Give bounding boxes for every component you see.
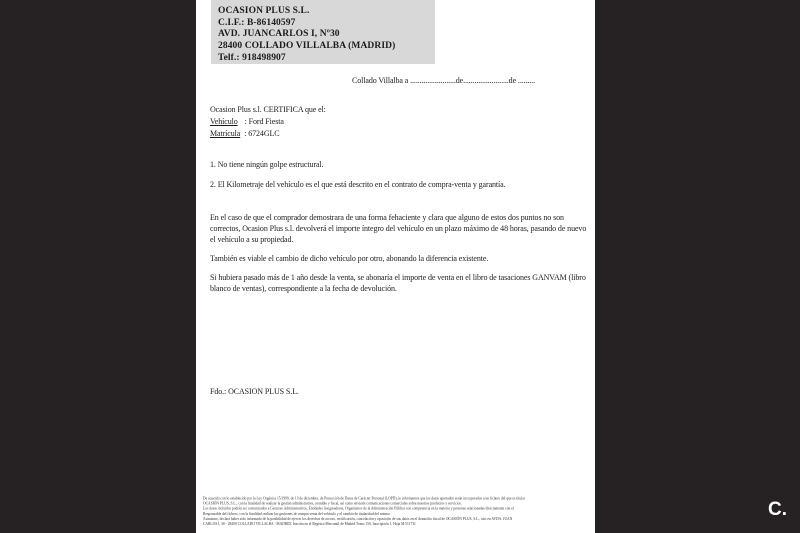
brand-logo: C. (768, 499, 787, 520)
letterhead-cif: C.I.F.: B-86140597 (218, 17, 296, 28)
plate-row (210, 129, 280, 138)
letterhead-address: AVD. JUANCARLOS I, Nº30 (218, 29, 340, 40)
fine-print-line: De acuerdo con lo establecido por la Ley Orgánica 15/1999, de 13 de diciembre, de Protección de Datos de Carácter Personal (LOPD), le informamos que los datos aportados serán incorporados a un fichero del que es titular (203, 496, 525, 501)
signature-line: Fdo.: OCASION PLUS S.L. (210, 387, 299, 396)
vehicle-label: Vehículo (210, 117, 238, 126)
letterhead-phone: Telf.: 918498907 (218, 52, 286, 63)
fine-print-line: Los datos incluidos podrán ser comunicados a Gestores Administrativos, Entidades Aseguradoras, Organismos de la Administración Pública con competencia en la materia y personas relacionadas directamente con el (203, 506, 514, 511)
body-paragraph-refund: En el caso de que el comprador demostrara de una forma fehaciente y clara que alguno de estos dos puntos no son correctos, Ocasion Plus s.l. devolverá el importe íntegro del vehículo en un plazo máximo de 48 horas, pasando de nuevo el vehículo a su propiedad. (210, 213, 587, 245)
certificate-point-1: 1. No tiene ningún golpe estructural. (210, 160, 324, 169)
vehicle-value: : Ford Fiesta (244, 117, 284, 126)
body-paragraph-ganvam: Si hubiera pasado más de 1 año desde la venta, se abonaría el importe de venta en el libro de tasaciones GANVAM (libro blanco de ventas), correspondiente a la fecha de devolución. (210, 273, 586, 294)
legal-fine-print (203, 496, 592, 526)
plate-value: : 6724GLC (244, 129, 280, 138)
letterhead-block (211, 0, 435, 64)
fine-print-line: CARLOS I, 30 - 28400 COLLADO VILLALBA - MADRID. Inscrita en el Registro Mercantil de Madrid Tomo 150, Inscripción 1, Hoja M 511731 (203, 521, 416, 526)
fine-print-line: Responsable del fichero, con la finalidad realizar las gestiones de compra venta del vehículo y el cambio de titularidad del mismo. (203, 511, 391, 516)
certify-intro: Ocasion Plus s.l. CERTIFICA que el: (210, 105, 326, 114)
plate-label: Matrícula (210, 129, 241, 138)
fine-print-line: Asimismo, declara haber sido informado de la posibilidad de ejercer los derechos de acceso, rectificación, cancelación y oposición de sus datos en el domicilio fiscal de OCASIÓN PLUS, S.L., sito en AVDA. JUAN (203, 516, 513, 521)
date-line: Collado Villalba a ........................de........................de ......... (352, 76, 536, 85)
body-paragraph-exchange: También es viable el cambio de dicho vehículo por otro, abonando la diferencia existente. (210, 254, 489, 263)
certificate-document (196, 0, 595, 533)
letterhead-company-name: OCASION PLUS S.L. (218, 6, 310, 16)
certificate-point-2: 2. El Kilometraje del vehículo es el que está descrito en el contrato de compra-venta y garantía. (210, 180, 506, 189)
letterhead-city: 28400 COLLADO VILLALBA (MADRID) (218, 41, 396, 52)
fine-print-line: OCASIÓN PLUS, S.L., con la finalidad de realizar la gestión administrativa, contable y fiscal, así como enviarle comunicaciones comerciales sobre nuestros productos y servicios. (203, 501, 462, 506)
vehicle-row (210, 117, 284, 126)
